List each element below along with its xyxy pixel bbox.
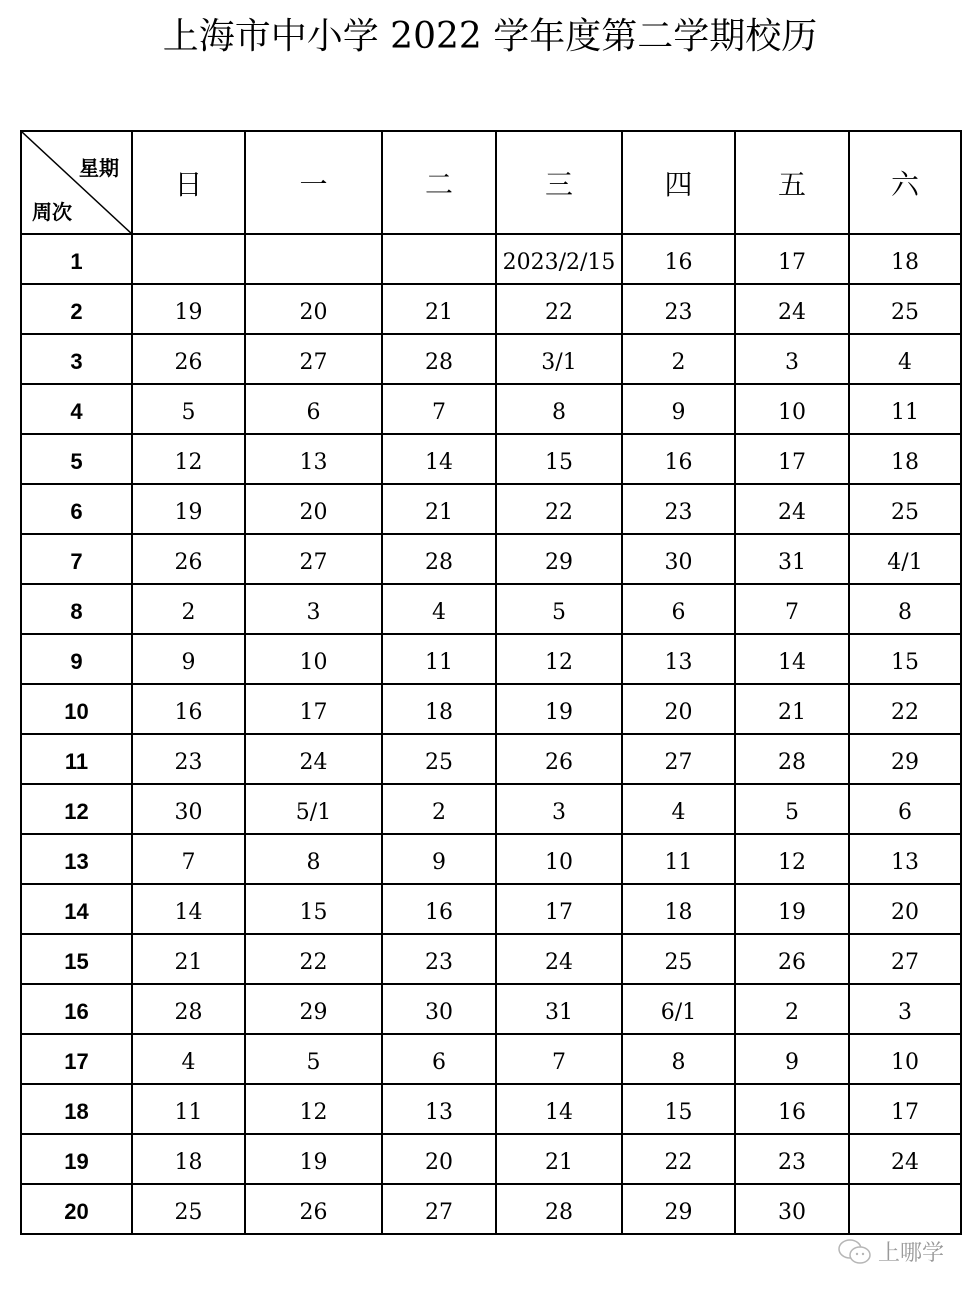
date-cell: 24 [735,484,849,534]
week-number-cell: 20 [21,1184,132,1234]
date-cell: 3 [245,584,382,634]
day-header-6: 六 [849,131,961,234]
date-cell: 5 [132,384,245,434]
table-row [21,1184,961,1234]
date-cell: 25 [849,484,961,534]
date-cell: 3/1 [496,334,622,384]
date-cell: 4/1 [849,534,961,584]
date-cell: 29 [849,734,961,784]
date-cell: 20 [849,884,961,934]
date-cell: 8 [245,834,382,884]
date-cell: 18 [382,684,496,734]
corner-header-cell [21,131,132,234]
date-cell: 6 [849,784,961,834]
date-cell: 23 [622,284,735,334]
date-cell: 2 [382,784,496,834]
date-cell: 22 [496,484,622,534]
date-cell: 15 [245,884,382,934]
date-cell: 29 [496,534,622,584]
date-cell: 29 [245,984,382,1034]
date-cell: 30 [622,534,735,584]
date-cell [382,234,496,284]
date-cell: 20 [245,484,382,534]
date-cell: 15 [496,434,622,484]
date-cell: 17 [735,434,849,484]
date-cell: 30 [382,984,496,1034]
date-cell: 10 [735,384,849,434]
table-row [21,684,961,734]
date-cell [132,234,245,284]
table-row [21,884,961,934]
date-cell: 10 [245,634,382,684]
week-axis-label: 周次 [32,200,72,224]
date-cell: 5/1 [245,784,382,834]
date-cell: 16 [622,434,735,484]
date-cell: 21 [382,484,496,534]
week-number-cell: 8 [21,584,132,634]
date-cell: 17 [496,884,622,934]
date-cell: 11 [622,834,735,884]
day-header-1: 一 [245,131,382,234]
date-cell: 26 [245,1184,382,1234]
date-cell: 14 [382,434,496,484]
date-cell: 12 [735,834,849,884]
date-cell: 10 [496,834,622,884]
table-row [21,1084,961,1134]
week-number-cell: 13 [21,834,132,884]
date-cell: 9 [382,834,496,884]
date-cell: 28 [496,1184,622,1234]
day-header-5: 五 [735,131,849,234]
week-number-cell: 19 [21,1134,132,1184]
date-cell: 27 [245,534,382,584]
date-cell: 20 [622,684,735,734]
date-cell: 28 [382,534,496,584]
date-cell: 12 [496,634,622,684]
date-cell: 27 [849,934,961,984]
table-row [21,1134,961,1184]
date-cell: 24 [245,734,382,784]
date-cell: 31 [496,984,622,1034]
date-cell: 6 [245,384,382,434]
table-row [21,934,961,984]
date-cell: 7 [382,384,496,434]
date-cell: 26 [496,734,622,784]
date-cell: 22 [622,1134,735,1184]
date-cell: 20 [245,284,382,334]
date-cell: 2 [735,984,849,1034]
date-cell: 14 [496,1084,622,1134]
date-cell: 23 [132,734,245,784]
date-cell: 18 [849,434,961,484]
date-cell: 20 [382,1134,496,1184]
date-cell: 2023/2/15 [496,234,622,284]
table-row [21,334,961,384]
date-cell: 7 [735,584,849,634]
date-cell: 17 [245,684,382,734]
date-cell: 16 [132,684,245,734]
date-cell: 4 [132,1034,245,1084]
day-header-3: 三 [496,131,622,234]
watermark [838,1236,944,1267]
date-cell: 24 [849,1134,961,1184]
date-cell: 25 [382,734,496,784]
table-row [21,634,961,684]
week-number-cell: 9 [21,634,132,684]
date-cell: 24 [496,934,622,984]
date-cell: 7 [132,834,245,884]
day-header-0: 日 [132,131,245,234]
date-cell [849,1184,961,1234]
date-cell: 22 [245,934,382,984]
date-cell: 22 [849,684,961,734]
date-cell: 25 [132,1184,245,1234]
date-cell: 21 [382,284,496,334]
date-cell: 12 [245,1084,382,1134]
date-cell: 15 [622,1084,735,1134]
week-number-cell: 16 [21,984,132,1034]
date-cell [245,234,382,284]
date-cell: 13 [382,1084,496,1134]
date-cell: 4 [382,584,496,634]
date-cell: 18 [622,884,735,934]
table-row [21,484,961,534]
date-cell: 9 [132,634,245,684]
date-cell: 17 [735,234,849,284]
table-row [21,784,961,834]
date-cell: 10 [849,1034,961,1084]
date-cell: 9 [622,384,735,434]
date-cell: 28 [132,984,245,1034]
date-cell: 28 [382,334,496,384]
date-cell: 24 [735,284,849,334]
date-cell: 23 [622,484,735,534]
week-number-cell: 14 [21,884,132,934]
day-header-4: 四 [622,131,735,234]
watermark-text: 上哪学 [878,1241,945,1266]
date-cell: 5 [245,1034,382,1084]
date-cell: 31 [735,534,849,584]
date-cell: 7 [496,1034,622,1084]
date-cell: 28 [735,734,849,784]
week-number-cell: 15 [21,934,132,984]
date-cell: 17 [849,1084,961,1134]
date-cell: 26 [735,934,849,984]
date-cell: 4 [849,334,961,384]
page-title: 上海市中小学 2022 学年度第二学期校历 [162,16,818,57]
date-cell: 23 [382,934,496,984]
table-row [21,584,961,634]
week-number-cell: 10 [21,684,132,734]
date-cell: 3 [735,334,849,384]
date-cell: 25 [622,934,735,984]
school-calendar-table [20,130,962,1235]
date-cell: 16 [382,884,496,934]
day-header-2: 二 [382,131,496,234]
date-cell: 11 [132,1084,245,1134]
date-cell: 26 [132,334,245,384]
date-cell: 18 [849,234,961,284]
date-cell: 12 [132,434,245,484]
date-cell: 13 [849,834,961,884]
date-cell: 18 [132,1134,245,1184]
date-cell: 8 [622,1034,735,1084]
week-number-cell: 18 [21,1084,132,1134]
date-cell: 30 [132,784,245,834]
table-row [21,534,961,584]
date-cell: 22 [496,284,622,334]
date-cell: 11 [849,384,961,434]
date-cell: 27 [622,734,735,784]
date-cell: 6 [382,1034,496,1084]
date-cell: 19 [132,484,245,534]
date-cell: 29 [622,1184,735,1234]
week-number-cell: 2 [21,284,132,334]
date-cell: 2 [622,334,735,384]
week-number-cell: 11 [21,734,132,784]
date-cell: 19 [245,1134,382,1184]
table-row [21,234,961,284]
week-number-cell: 6 [21,484,132,534]
week-number-cell: 12 [21,784,132,834]
date-cell: 11 [382,634,496,684]
date-cell: 5 [496,584,622,634]
table-row [21,734,961,784]
week-number-cell: 7 [21,534,132,584]
date-cell: 23 [735,1134,849,1184]
week-number-cell: 4 [21,384,132,434]
date-cell: 21 [735,684,849,734]
table-row [21,984,961,1034]
date-cell: 14 [735,634,849,684]
date-cell: 4 [622,784,735,834]
date-cell: 6/1 [622,984,735,1034]
date-cell: 21 [496,1134,622,1184]
date-cell: 19 [496,684,622,734]
date-cell: 25 [849,284,961,334]
date-cell: 3 [849,984,961,1034]
date-cell: 5 [735,784,849,834]
week-number-cell: 1 [21,234,132,284]
weekday-axis-label: 星期 [79,156,119,180]
table-row [21,384,961,434]
table-row [21,1034,961,1084]
date-cell: 21 [132,934,245,984]
week-number-cell: 5 [21,434,132,484]
date-cell: 27 [245,334,382,384]
table-row [21,834,961,884]
date-cell: 13 [622,634,735,684]
date-cell: 2 [132,584,245,634]
date-cell: 16 [735,1084,849,1134]
date-cell: 13 [245,434,382,484]
table-row [21,434,961,484]
week-number-cell: 17 [21,1034,132,1084]
wechat-icon [838,1238,872,1266]
date-cell: 8 [496,384,622,434]
date-cell: 3 [496,784,622,834]
date-cell: 27 [382,1184,496,1234]
date-cell: 15 [849,634,961,684]
date-cell: 26 [132,534,245,584]
date-cell: 19 [132,284,245,334]
date-cell: 8 [849,584,961,634]
date-cell: 6 [622,584,735,634]
date-cell: 30 [735,1184,849,1234]
table-row [21,284,961,334]
week-number-cell: 3 [21,334,132,384]
header-row [21,131,961,234]
date-cell: 14 [132,884,245,934]
date-cell: 19 [735,884,849,934]
date-cell: 16 [622,234,735,284]
date-cell: 9 [735,1034,849,1084]
